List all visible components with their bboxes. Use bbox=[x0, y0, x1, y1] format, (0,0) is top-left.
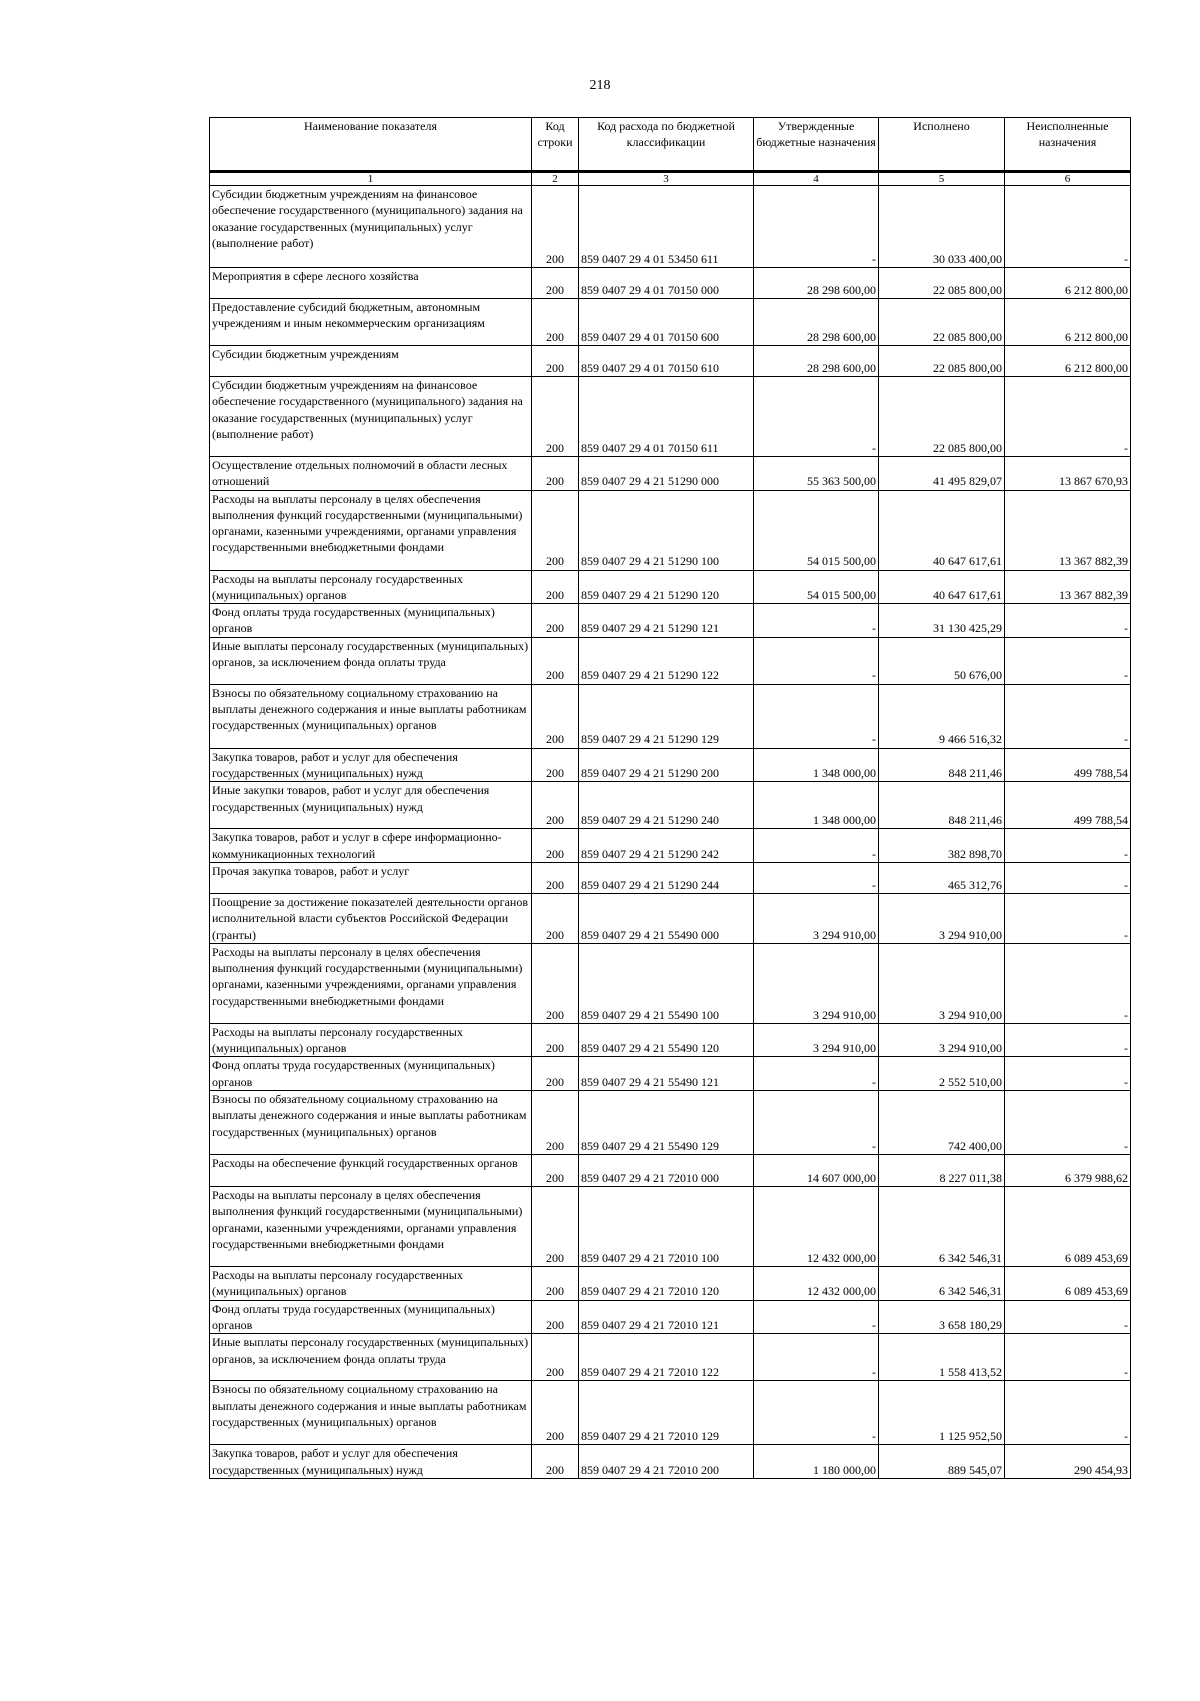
column-number: 5 bbox=[879, 172, 1005, 186]
column-number: 4 bbox=[754, 172, 879, 186]
row-expense-code-cell: 859 0407 29 4 01 70150 600 bbox=[579, 299, 754, 346]
row-approved-cell: - bbox=[754, 1057, 879, 1091]
page-number: 218 bbox=[589, 78, 611, 93]
row-approved-cell: 54 015 500,00 bbox=[754, 570, 879, 604]
row-name-cell: Закупка товаров, работ и услуг для обеспечения государственных (муниципальных) нужд bbox=[210, 748, 532, 782]
table-row bbox=[210, 299, 1131, 346]
row-unexecuted-cell: 13 367 882,39 bbox=[1005, 490, 1131, 570]
row-name-cell: Субсидии бюджетным учреждениям bbox=[210, 346, 532, 377]
row-unexecuted-cell: 290 454,93 bbox=[1005, 1445, 1131, 1479]
row-name-cell: Взносы по обязательному социальному страхованию на выплаты денежного содержания и иные выплаты работникам государственных (муниципальных) органов bbox=[210, 684, 532, 748]
row-unexecuted-cell: 13 367 882,39 bbox=[1005, 570, 1131, 604]
header-row bbox=[210, 118, 1131, 172]
row-approved-cell: 3 294 910,00 bbox=[754, 943, 879, 1023]
row-name-cell: Расходы на выплаты персоналу государственных (муниципальных) органов bbox=[210, 1023, 532, 1057]
column-number-row bbox=[210, 172, 1131, 186]
row-name-cell: Закупка товаров, работ и услуг для обеспечения государственных (муниципальных) нужд bbox=[210, 1445, 532, 1479]
row-line-code-cell: 200 bbox=[532, 943, 579, 1023]
row-approved-cell: - bbox=[754, 604, 879, 638]
row-executed-cell: 6 342 546,31 bbox=[879, 1187, 1005, 1267]
row-name-cell: Иные выплаты персоналу государственных (муниципальных) органов, за исключением фонда оплаты труда bbox=[210, 637, 532, 684]
column-number: 2 bbox=[532, 172, 579, 186]
row-line-code-cell: 200 bbox=[532, 186, 579, 268]
row-executed-cell: 848 211,46 bbox=[879, 782, 1005, 829]
table-row bbox=[210, 570, 1131, 604]
row-unexecuted-cell: - bbox=[1005, 684, 1131, 748]
table-row bbox=[210, 1381, 1131, 1445]
row-executed-cell: 30 033 400,00 bbox=[879, 186, 1005, 268]
row-unexecuted-cell: 6 212 800,00 bbox=[1005, 268, 1131, 299]
row-approved-cell: 1 180 000,00 bbox=[754, 1445, 879, 1479]
row-line-code-cell: 200 bbox=[532, 1091, 579, 1155]
row-unexecuted-cell: 6 089 453,69 bbox=[1005, 1267, 1131, 1301]
row-approved-cell: - bbox=[754, 829, 879, 863]
row-executed-cell: 3 658 180,29 bbox=[879, 1300, 1005, 1334]
row-expense-code-cell: 859 0407 29 4 21 51290 242 bbox=[579, 829, 754, 863]
table-row bbox=[210, 1300, 1131, 1334]
row-line-code-cell: 200 bbox=[532, 748, 579, 782]
row-unexecuted-cell: - bbox=[1005, 604, 1131, 638]
row-name-cell: Расходы на обеспечение функций государственных органов bbox=[210, 1155, 532, 1187]
row-executed-cell: 382 898,70 bbox=[879, 829, 1005, 863]
row-line-code-cell: 200 bbox=[532, 1334, 579, 1381]
row-unexecuted-cell: - bbox=[1005, 1381, 1131, 1445]
row-approved-cell: 1 348 000,00 bbox=[754, 748, 879, 782]
row-line-code-cell: 200 bbox=[532, 1023, 579, 1057]
row-name-cell: Фонд оплаты труда государственных (муниципальных) органов bbox=[210, 604, 532, 638]
row-executed-cell: 1 125 952,50 bbox=[879, 1381, 1005, 1445]
row-unexecuted-cell: - bbox=[1005, 943, 1131, 1023]
table-row bbox=[210, 1445, 1131, 1479]
row-name-cell: Фонд оплаты труда государственных (муниципальных) органов bbox=[210, 1057, 532, 1091]
row-executed-cell: 41 495 829,07 bbox=[879, 457, 1005, 491]
row-line-code-cell: 200 bbox=[532, 1300, 579, 1334]
row-approved-cell: - bbox=[754, 1300, 879, 1334]
table-row bbox=[210, 1023, 1131, 1057]
row-executed-cell: 3 294 910,00 bbox=[879, 943, 1005, 1023]
budget-report-table bbox=[209, 117, 1131, 1479]
row-approved-cell: 28 298 600,00 bbox=[754, 268, 879, 299]
header-executed: Исполнено bbox=[879, 118, 1005, 172]
row-executed-cell: 40 647 617,61 bbox=[879, 490, 1005, 570]
row-expense-code-cell: 859 0407 29 4 21 51290 121 bbox=[579, 604, 754, 638]
table-row bbox=[210, 1091, 1131, 1155]
row-unexecuted-cell: 6 089 453,69 bbox=[1005, 1187, 1131, 1267]
table-row bbox=[210, 893, 1131, 943]
row-approved-cell: 3 294 910,00 bbox=[754, 1023, 879, 1057]
row-expense-code-cell: 859 0407 29 4 01 70150 610 bbox=[579, 346, 754, 377]
row-unexecuted-cell: - bbox=[1005, 829, 1131, 863]
table-row bbox=[210, 186, 1131, 268]
row-expense-code-cell: 859 0407 29 4 21 55490 129 bbox=[579, 1091, 754, 1155]
table-row bbox=[210, 862, 1131, 893]
table-row bbox=[210, 1155, 1131, 1187]
row-approved-cell: - bbox=[754, 1381, 879, 1445]
row-unexecuted-cell: 499 788,54 bbox=[1005, 748, 1131, 782]
table-row bbox=[210, 268, 1131, 299]
row-name-cell: Иные выплаты персоналу государственных (муниципальных) органов, за исключением фонда оплаты труда bbox=[210, 1334, 532, 1381]
row-executed-cell: 6 342 546,31 bbox=[879, 1267, 1005, 1301]
row-executed-cell: 22 085 800,00 bbox=[879, 346, 1005, 377]
header-approved: Утвержденные бюджетные назначения bbox=[754, 118, 879, 172]
row-line-code-cell: 200 bbox=[532, 862, 579, 893]
row-executed-cell: 3 294 910,00 bbox=[879, 893, 1005, 943]
header-expense-code: Код расхода по бюджетной классификации bbox=[579, 118, 754, 172]
row-executed-cell: 2 552 510,00 bbox=[879, 1057, 1005, 1091]
row-approved-cell: 3 294 910,00 bbox=[754, 893, 879, 943]
row-approved-cell: 28 298 600,00 bbox=[754, 346, 879, 377]
row-line-code-cell: 200 bbox=[532, 1155, 579, 1187]
row-unexecuted-cell: - bbox=[1005, 1300, 1131, 1334]
row-expense-code-cell: 859 0407 29 4 21 51290 122 bbox=[579, 637, 754, 684]
row-name-cell: Предоставление субсидий бюджетным, автономным учреждениям и иным некоммерческим организациям bbox=[210, 299, 532, 346]
row-name-cell: Фонд оплаты труда государственных (муниципальных) органов bbox=[210, 1300, 532, 1334]
row-approved-cell: 54 015 500,00 bbox=[754, 490, 879, 570]
row-name-cell: Субсидии бюджетным учреждениям на финансовое обеспечение государственного (муниципального) задания на оказание государственных (муниципальных) услуг (выполнение работ) bbox=[210, 377, 532, 457]
row-unexecuted-cell: - bbox=[1005, 1057, 1131, 1091]
row-expense-code-cell: 859 0407 29 4 21 51290 200 bbox=[579, 748, 754, 782]
row-expense-code-cell: 859 0407 29 4 01 70150 611 bbox=[579, 377, 754, 457]
row-line-code-cell: 200 bbox=[532, 1057, 579, 1091]
row-expense-code-cell: 859 0407 29 4 21 51290 129 bbox=[579, 684, 754, 748]
row-name-cell: Взносы по обязательному социальному страхованию на выплаты денежного содержания и иные выплаты работникам государственных (муниципальных) органов bbox=[210, 1091, 532, 1155]
row-line-code-cell: 200 bbox=[532, 377, 579, 457]
row-executed-cell: 3 294 910,00 bbox=[879, 1023, 1005, 1057]
row-executed-cell: 22 085 800,00 bbox=[879, 268, 1005, 299]
row-approved-cell: - bbox=[754, 377, 879, 457]
row-expense-code-cell: 859 0407 29 4 21 72010 120 bbox=[579, 1267, 754, 1301]
row-approved-cell: 14 607 000,00 bbox=[754, 1155, 879, 1187]
table-row bbox=[210, 1267, 1131, 1301]
row-expense-code-cell: 859 0407 29 4 21 72010 129 bbox=[579, 1381, 754, 1445]
row-unexecuted-cell: 13 867 670,93 bbox=[1005, 457, 1131, 491]
table-row bbox=[210, 1334, 1131, 1381]
table-row bbox=[210, 457, 1131, 491]
row-name-cell: Иные закупки товаров, работ и услуг для обеспечения государственных (муниципальных) нужд bbox=[210, 782, 532, 829]
row-unexecuted-cell: 6 212 800,00 bbox=[1005, 299, 1131, 346]
row-approved-cell: - bbox=[754, 637, 879, 684]
row-unexecuted-cell: - bbox=[1005, 1334, 1131, 1381]
row-expense-code-cell: 859 0407 29 4 21 51290 240 bbox=[579, 782, 754, 829]
row-line-code-cell: 200 bbox=[532, 829, 579, 863]
row-approved-cell: 12 432 000,00 bbox=[754, 1267, 879, 1301]
table-row bbox=[210, 604, 1131, 638]
row-name-cell: Расходы на выплаты персоналу государственных (муниципальных) органов bbox=[210, 1267, 532, 1301]
table-row bbox=[210, 1057, 1131, 1091]
row-executed-cell: 40 647 617,61 bbox=[879, 570, 1005, 604]
row-line-code-cell: 200 bbox=[532, 457, 579, 491]
row-expense-code-cell: 859 0407 29 4 21 72010 200 bbox=[579, 1445, 754, 1479]
row-name-cell: Закупка товаров, работ и услуг в сфере информационно-коммуникационных технологий bbox=[210, 829, 532, 863]
row-line-code-cell: 200 bbox=[532, 893, 579, 943]
row-expense-code-cell: 859 0407 29 4 21 55490 120 bbox=[579, 1023, 754, 1057]
row-line-code-cell: 200 bbox=[532, 1267, 579, 1301]
row-expense-code-cell: 859 0407 29 4 21 72010 100 bbox=[579, 1187, 754, 1267]
row-approved-cell: 28 298 600,00 bbox=[754, 299, 879, 346]
column-number: 6 bbox=[1005, 172, 1131, 186]
table-row bbox=[210, 782, 1131, 829]
row-name-cell: Поощрение за достижение показателей деятельности органов исполнительной власти субъектов Российской Федерации (гранты) bbox=[210, 893, 532, 943]
row-executed-cell: 22 085 800,00 bbox=[879, 299, 1005, 346]
row-name-cell: Расходы на выплаты персоналу в целях обеспечения выполнения функций государственными (муниципальными) органами, казенными учреждениями, органами управления государственными внебюджетными фондами bbox=[210, 490, 532, 570]
row-unexecuted-cell: - bbox=[1005, 637, 1131, 684]
row-name-cell: Расходы на выплаты персоналу в целях обеспечения выполнения функций государственными (муниципальными) органами, казенными учреждениями, органами управления государственными внебюджетными фондами bbox=[210, 943, 532, 1023]
header-indicator-name: Наименование показателя bbox=[210, 118, 532, 172]
table-row bbox=[210, 748, 1131, 782]
table-body bbox=[210, 186, 1131, 1479]
row-line-code-cell: 200 bbox=[532, 604, 579, 638]
row-line-code-cell: 200 bbox=[532, 1381, 579, 1445]
row-expense-code-cell: 859 0407 29 4 01 70150 000 bbox=[579, 268, 754, 299]
row-executed-cell: 8 227 011,38 bbox=[879, 1155, 1005, 1187]
row-expense-code-cell: 859 0407 29 4 21 72010 121 bbox=[579, 1300, 754, 1334]
row-unexecuted-cell: 499 788,54 bbox=[1005, 782, 1131, 829]
row-approved-cell: - bbox=[754, 1334, 879, 1381]
table-row bbox=[210, 684, 1131, 748]
row-name-cell: Расходы на выплаты персоналу государственных (муниципальных) органов bbox=[210, 570, 532, 604]
row-approved-cell: 1 348 000,00 bbox=[754, 782, 879, 829]
table-row bbox=[210, 346, 1131, 377]
row-expense-code-cell: 859 0407 29 4 21 51290 100 bbox=[579, 490, 754, 570]
row-executed-cell: 22 085 800,00 bbox=[879, 377, 1005, 457]
table-row bbox=[210, 490, 1131, 570]
table-row bbox=[210, 1187, 1131, 1267]
row-line-code-cell: 200 bbox=[532, 1187, 579, 1267]
row-unexecuted-cell: 6 379 988,62 bbox=[1005, 1155, 1131, 1187]
row-expense-code-cell: 859 0407 29 4 21 51290 244 bbox=[579, 862, 754, 893]
row-line-code-cell: 200 bbox=[532, 684, 579, 748]
row-approved-cell: - bbox=[754, 186, 879, 268]
row-approved-cell: - bbox=[754, 684, 879, 748]
row-executed-cell: 889 545,07 bbox=[879, 1445, 1005, 1479]
row-line-code-cell: 200 bbox=[532, 268, 579, 299]
row-unexecuted-cell: 6 212 800,00 bbox=[1005, 346, 1131, 377]
row-unexecuted-cell: - bbox=[1005, 377, 1131, 457]
row-name-cell: Взносы по обязательному социальному страхованию на выплаты денежного содержания и иные выплаты работникам государственных (муниципальных) органов bbox=[210, 1381, 532, 1445]
row-approved-cell: 12 432 000,00 bbox=[754, 1187, 879, 1267]
row-executed-cell: 1 558 413,52 bbox=[879, 1334, 1005, 1381]
row-expense-code-cell: 859 0407 29 4 01 53450 611 bbox=[579, 186, 754, 268]
row-executed-cell: 742 400,00 bbox=[879, 1091, 1005, 1155]
row-unexecuted-cell: - bbox=[1005, 1091, 1131, 1155]
table-row bbox=[210, 829, 1131, 863]
row-unexecuted-cell: - bbox=[1005, 862, 1131, 893]
row-name-cell: Субсидии бюджетным учреждениям на финансовое обеспечение государственного (муниципального) задания на оказание государственных (муниципальных) услуг (выполнение работ) bbox=[210, 186, 532, 268]
column-number: 3 bbox=[579, 172, 754, 186]
row-line-code-cell: 200 bbox=[532, 490, 579, 570]
row-name-cell: Расходы на выплаты персоналу в целях обеспечения выполнения функций государственными (муниципальными) органами, казенными учреждениями, органами управления государственными внебюджетными фондами bbox=[210, 1187, 532, 1267]
row-line-code-cell: 200 bbox=[532, 346, 579, 377]
row-line-code-cell: 200 bbox=[532, 299, 579, 346]
row-approved-cell: - bbox=[754, 1091, 879, 1155]
row-executed-cell: 50 676,00 bbox=[879, 637, 1005, 684]
row-expense-code-cell: 859 0407 29 4 21 72010 122 bbox=[579, 1334, 754, 1381]
row-line-code-cell: 200 bbox=[532, 1445, 579, 1479]
row-name-cell: Мероприятия в сфере лесного хозяйства bbox=[210, 268, 532, 299]
table-row bbox=[210, 377, 1131, 457]
row-name-cell: Прочая закупка товаров, работ и услуг bbox=[210, 862, 532, 893]
row-name-cell: Осуществление отдельных полномочий в области лесных отношений bbox=[210, 457, 532, 491]
row-expense-code-cell: 859 0407 29 4 21 51290 000 bbox=[579, 457, 754, 491]
row-executed-cell: 465 312,76 bbox=[879, 862, 1005, 893]
row-executed-cell: 9 466 516,32 bbox=[879, 684, 1005, 748]
row-unexecuted-cell: - bbox=[1005, 893, 1131, 943]
row-executed-cell: 848 211,46 bbox=[879, 748, 1005, 782]
row-expense-code-cell: 859 0407 29 4 21 55490 121 bbox=[579, 1057, 754, 1091]
table-row bbox=[210, 943, 1131, 1023]
header-unexecuted: Неисполненные назначения bbox=[1005, 118, 1131, 172]
row-expense-code-cell: 859 0407 29 4 21 51290 120 bbox=[579, 570, 754, 604]
row-approved-cell: 55 363 500,00 bbox=[754, 457, 879, 491]
row-expense-code-cell: 859 0407 29 4 21 55490 100 bbox=[579, 943, 754, 1023]
row-expense-code-cell: 859 0407 29 4 21 72010 000 bbox=[579, 1155, 754, 1187]
row-unexecuted-cell: - bbox=[1005, 186, 1131, 268]
column-number: 1 bbox=[210, 172, 532, 186]
header-line-code: Код строки bbox=[532, 118, 579, 172]
table-row bbox=[210, 637, 1131, 684]
row-expense-code-cell: 859 0407 29 4 21 55490 000 bbox=[579, 893, 754, 943]
row-unexecuted-cell: - bbox=[1005, 1023, 1131, 1057]
row-executed-cell: 31 130 425,29 bbox=[879, 604, 1005, 638]
row-approved-cell: - bbox=[754, 862, 879, 893]
row-line-code-cell: 200 bbox=[532, 782, 579, 829]
row-line-code-cell: 200 bbox=[532, 570, 579, 604]
row-line-code-cell: 200 bbox=[532, 637, 579, 684]
table-header bbox=[210, 118, 1131, 186]
